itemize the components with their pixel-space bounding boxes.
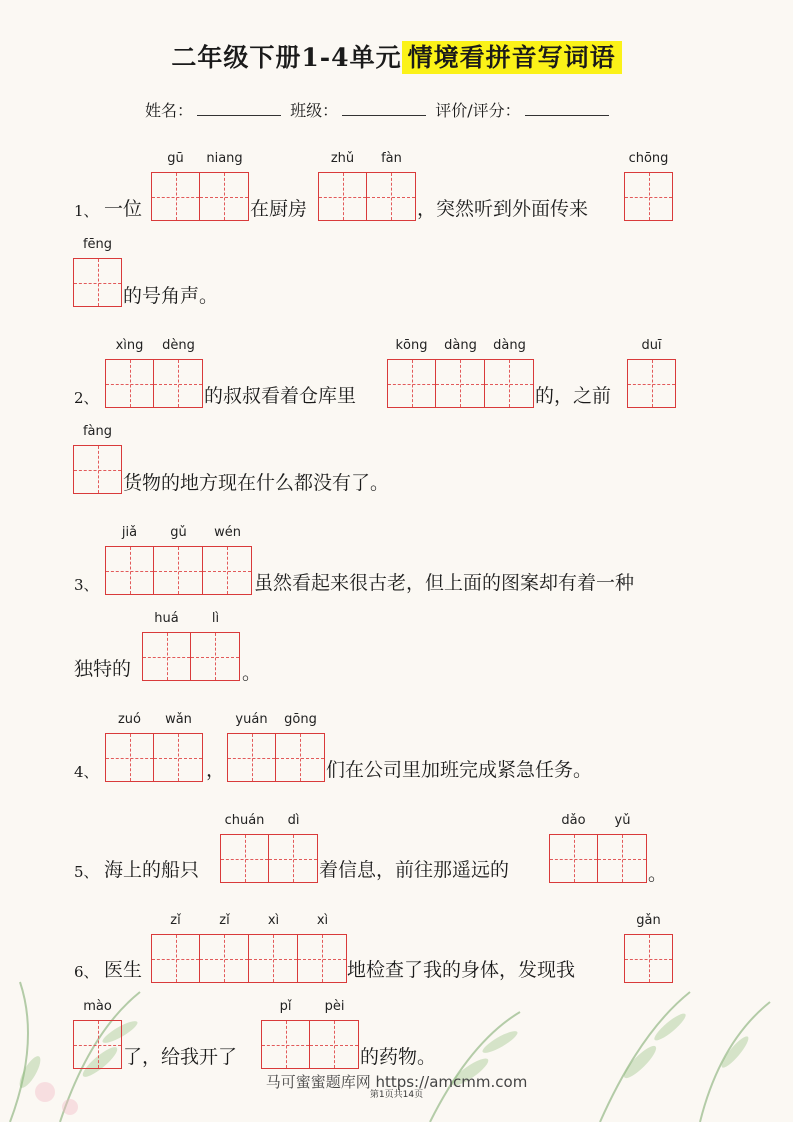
writing-cell[interactable] [200, 172, 249, 221]
q1-grid-b[interactable] [318, 172, 416, 221]
q5-text-3: 。 [648, 863, 668, 885]
writing-cell[interactable] [549, 834, 598, 883]
q1-number: 1、 [74, 202, 99, 220]
writing-cell[interactable] [73, 445, 122, 494]
q2-number: 2、 [74, 389, 99, 407]
q6-number: 6、 [74, 963, 99, 981]
q2-pinyin-b2: dàng [444, 338, 477, 353]
writing-cell[interactable] [249, 934, 298, 983]
q2-text-3: 货物的地方现在什么都没有了。 [123, 472, 390, 494]
q4-grid-a[interactable] [105, 733, 203, 782]
q1-pinyin-a1: gū [167, 151, 184, 166]
q3-text-2: 独特的 [74, 658, 132, 680]
q6-pinyin-a4: xì [316, 913, 329, 928]
writing-cell[interactable] [203, 546, 252, 595]
title-main: 二年级下册1-4单元 [171, 43, 402, 72]
q3-pinyin-a2: gǔ [170, 525, 187, 540]
writing-cell[interactable] [276, 733, 325, 782]
writing-cell[interactable] [191, 632, 240, 681]
writing-cell[interactable] [261, 1020, 310, 1069]
writing-cell[interactable] [105, 733, 154, 782]
q6-text-3: 了，给我开了 [123, 1046, 238, 1068]
writing-cell[interactable] [200, 934, 249, 983]
writing-cell[interactable] [436, 359, 485, 408]
q4-number: 4、 [74, 763, 99, 781]
q1-pinyin-c1: chōng [628, 151, 669, 166]
q1-text-3: ，突然听到外面传来 [417, 198, 589, 220]
q3-pinyin-b1: huá [154, 611, 179, 626]
writing-cell[interactable] [485, 359, 534, 408]
page-number: 第1页共14页 [369, 1090, 424, 1100]
q1-pinyin-b2: fàn [381, 151, 402, 166]
writing-cell[interactable] [105, 359, 154, 408]
q6-grid-a[interactable] [151, 934, 347, 983]
q4-pinyin-a2: wǎn [165, 712, 192, 727]
q6-pinyin-c1: mào [83, 999, 112, 1014]
q2-pinyin-c1: duī [641, 338, 662, 353]
name-label: 姓名： [145, 101, 194, 120]
q5-pinyin-b1: dǎo [561, 813, 586, 828]
q6-pinyin-d1: pǐ [279, 999, 292, 1014]
q1-pinyin-a2: niang [206, 151, 243, 166]
q1-text-1: 一位 [104, 198, 143, 220]
q4-text-1: ， [206, 759, 226, 781]
writing-cell[interactable] [627, 359, 676, 408]
q6-pinyin-a1: zǐ [170, 913, 181, 928]
q4-text-2: 们在公司里加班完成紧急任务。 [326, 759, 593, 781]
watermark: 马可蜜蜜题库网 https://amcmm.com [265, 1073, 528, 1091]
q2-pinyin-b3: dàng [493, 338, 526, 353]
q1-grid-c[interactable] [624, 172, 673, 221]
q2-pinyin-a2: dèng [162, 338, 195, 353]
q3-pinyin-a1: jiǎ [121, 525, 138, 540]
name-blank[interactable] [197, 101, 281, 116]
q6-pinyin-a3: xì [267, 913, 280, 928]
q1-grid-d[interactable] [73, 258, 122, 307]
score-blank[interactable] [525, 101, 609, 116]
q1-text-2: 在厨房 [250, 198, 308, 220]
writing-cell[interactable] [624, 172, 673, 221]
writing-cell[interactable] [387, 359, 436, 408]
q6-grid-b[interactable] [624, 934, 673, 983]
q6-text-2: 地检查了我的身体，发现我 [347, 959, 576, 981]
title-highlight: 情境看拼音写词语 [402, 41, 622, 74]
q6-text-1: 医生 [104, 959, 143, 981]
q5-text-2: 着信息，前往那遥远的 [319, 859, 510, 881]
writing-cell[interactable] [142, 632, 191, 681]
q3-pinyin-a3: wén [214, 525, 241, 540]
q4-pinyin-b1: yuán [235, 712, 268, 727]
writing-cell[interactable] [154, 733, 203, 782]
class-label: 班级： [290, 101, 339, 120]
q2-pinyin-b1: kōng [395, 338, 428, 353]
writing-cell[interactable] [310, 1020, 359, 1069]
writing-cell[interactable] [151, 172, 200, 221]
writing-cell[interactable] [105, 546, 154, 595]
writing-cell[interactable] [227, 733, 276, 782]
writing-cell[interactable] [269, 834, 318, 883]
q5-grid-b[interactable] [549, 834, 647, 883]
q4-grid-b[interactable] [227, 733, 325, 782]
q5-pinyin-b2: yǔ [614, 813, 631, 828]
q2-pinyin-d1: fàng [82, 424, 113, 439]
writing-cell[interactable] [298, 934, 347, 983]
student-info [145, 98, 613, 121]
page-title [0, 38, 793, 74]
q5-pinyin-a2: dì [287, 813, 300, 828]
writing-cell[interactable] [151, 934, 200, 983]
q2-grid-a[interactable] [105, 359, 203, 408]
q3-grid-b[interactable] [142, 632, 240, 681]
writing-cell[interactable] [73, 258, 122, 307]
q5-pinyin-a1: chuán [224, 813, 265, 828]
q5-grid-a[interactable] [220, 834, 318, 883]
q2-grid-c[interactable] [627, 359, 676, 408]
q1-grid-a[interactable] [151, 172, 249, 221]
q2-grid-d[interactable] [73, 445, 122, 494]
q2-text-2: 的，之前 [535, 385, 612, 407]
q4-pinyin-b2: gōng [284, 712, 317, 727]
q3-text-1: 虽然看起来很古老，但上面的图案却有着一种 [254, 572, 635, 594]
writing-cell[interactable] [598, 834, 647, 883]
writing-cell[interactable] [73, 1020, 122, 1069]
writing-cell[interactable] [220, 834, 269, 883]
q6-grid-d[interactable] [261, 1020, 359, 1069]
writing-cell[interactable] [318, 172, 367, 221]
writing-cell[interactable] [154, 359, 203, 408]
q3-grid-a[interactable] [105, 546, 252, 595]
class-blank[interactable] [342, 101, 426, 116]
q5-number: 5、 [74, 863, 99, 881]
q6-pinyin-d2: pèi [324, 999, 345, 1014]
q3-text-3: 。 [242, 662, 262, 684]
q3-pinyin-b2: lì [211, 611, 220, 626]
q5-text-1: 海上的船只 [104, 859, 200, 881]
q4-pinyin-a1: zuó [117, 712, 142, 727]
score-label: 评价/评分： [435, 101, 521, 120]
q6-pinyin-a2: zǐ [219, 913, 230, 928]
q6-text-4: 的药物。 [360, 1046, 437, 1068]
writing-cell[interactable] [624, 934, 673, 983]
q2-text-1: 的叔叔看着仓库里 [204, 385, 357, 407]
q2-pinyin-a1: xìng [115, 338, 144, 353]
q2-grid-b[interactable] [387, 359, 534, 408]
q1-pinyin-d1: fēng [82, 237, 113, 252]
q3-number: 3、 [74, 576, 99, 594]
writing-cell[interactable] [154, 546, 203, 595]
q6-pinyin-b1: gǎn [636, 913, 661, 928]
q1-pinyin-b1: zhǔ [330, 151, 355, 166]
q6-grid-c[interactable] [73, 1020, 122, 1069]
writing-cell[interactable] [367, 172, 416, 221]
q1-text-4: 的号角声。 [123, 285, 219, 307]
